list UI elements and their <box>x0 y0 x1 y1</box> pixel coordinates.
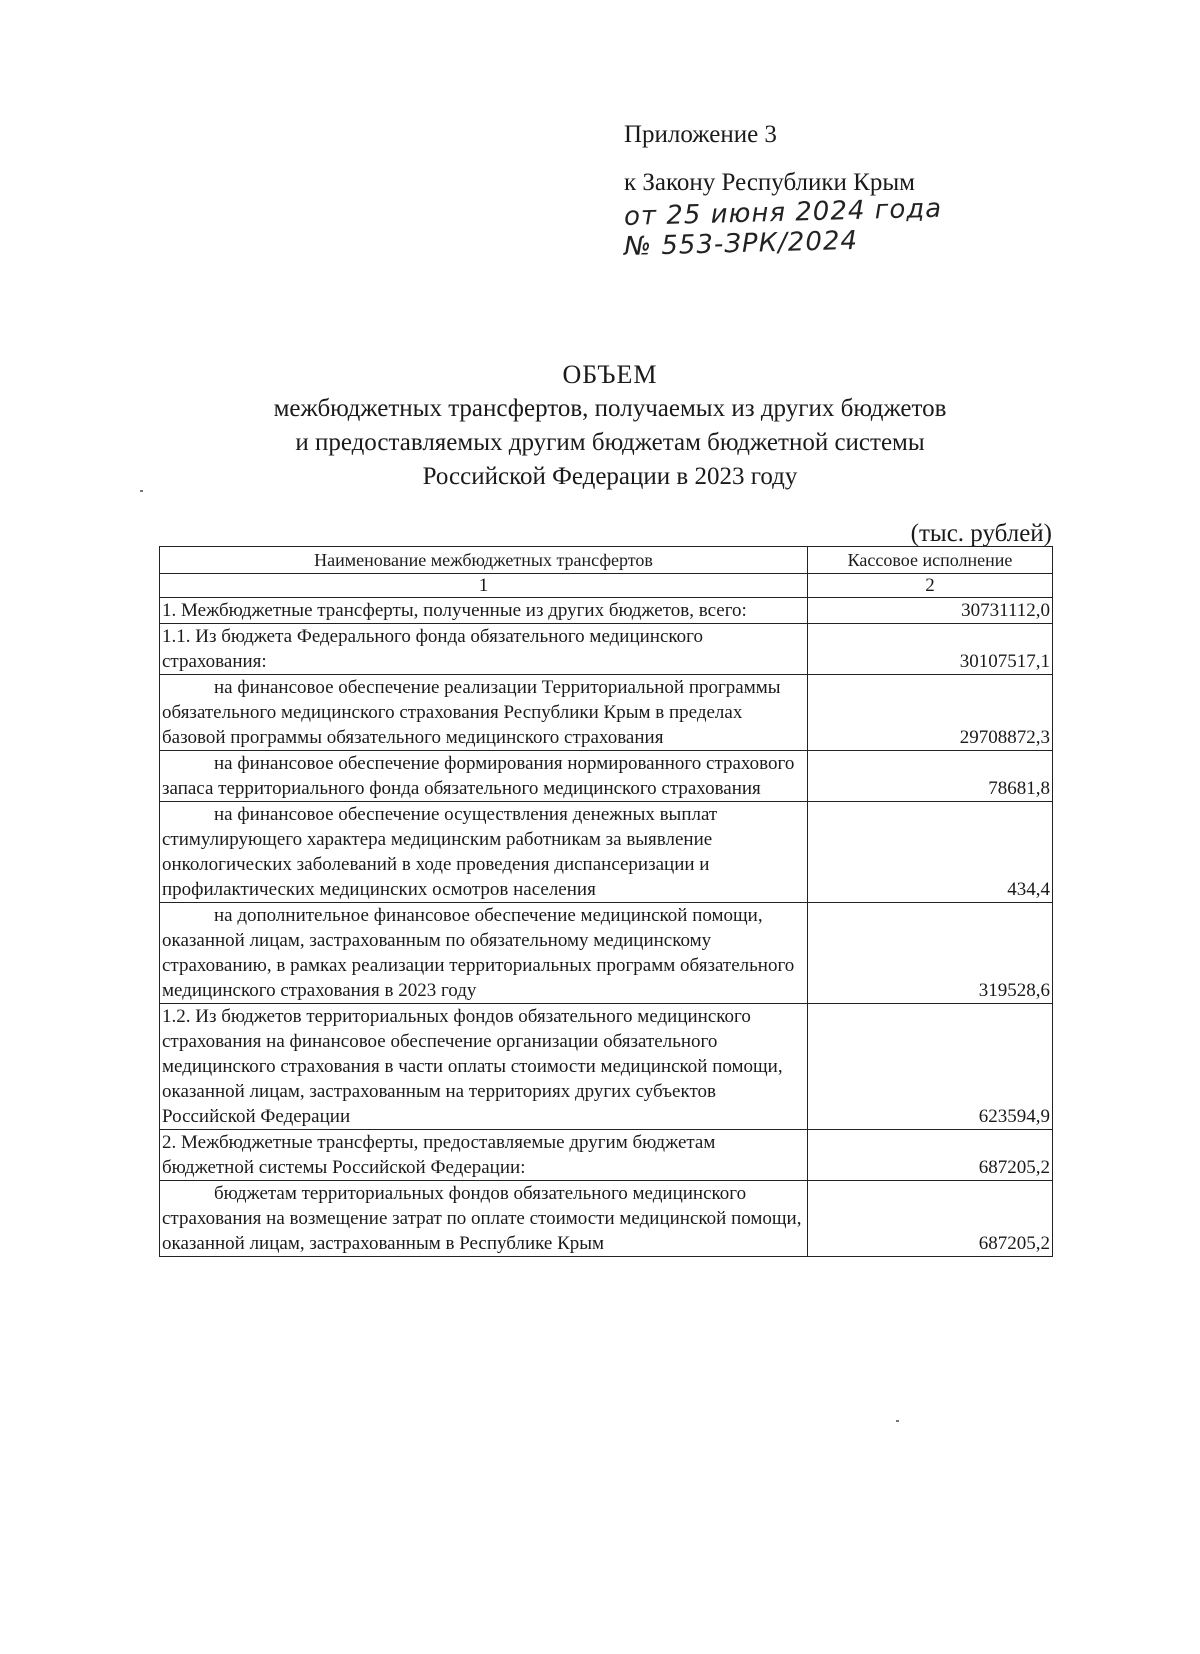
scan-speck <box>896 1420 899 1422</box>
appendix-title: Приложение 3 <box>624 121 777 148</box>
row-name: на финансовое обеспечение осуществления денежных выплат стимулирующего характера медицинским работникам за выявление онкологических заболеваний в ходе проведения диспансеризации и профилактических медицинских осмотров населения <box>160 802 808 903</box>
row-name: 2. Межбюджетные трансферты, предоставляемые другим бюджетам бюджетной системы Российской Федерации: <box>160 1130 808 1181</box>
row-value: 623594,9 <box>808 1004 1053 1130</box>
table-row <box>160 675 1053 751</box>
handwritten-date: от 25 июня 2024 года <box>623 193 943 232</box>
table-header-row <box>160 547 1053 574</box>
column-number-2: 2 <box>808 574 1053 598</box>
table-row <box>160 598 1053 624</box>
table-row <box>160 751 1053 802</box>
row-value: 30107517,1 <box>808 624 1053 675</box>
row-name: на финансовое обеспечение реализации Территориальной программы обязательного медицинского страхования Республики Крым в пределах базовой программы обязательного медицинского страхования <box>160 675 808 751</box>
transfers-table <box>159 546 1053 1257</box>
row-value: 434,4 <box>808 802 1053 903</box>
document-title-block <box>0 358 1200 494</box>
document-subtitle-line-2: и предоставляемых другим бюджетам бюджетной системы <box>295 429 925 456</box>
table-row <box>160 1004 1053 1130</box>
column-number-1: 1 <box>160 574 808 598</box>
table-row <box>160 903 1053 1004</box>
row-name: на финансовое обеспечение формирования нормированного страхового запаса территориального фонда обязательного медицинского страхования <box>160 751 808 802</box>
row-value: 78681,8 <box>808 751 1053 802</box>
appendix-law-reference: к Закону Республики Крым <box>624 169 915 196</box>
handwritten-law-number: № 553-ЗРК/2024 <box>623 225 859 262</box>
appendix-header <box>624 118 915 200</box>
row-name: 1.2. Из бюджетов территориальных фондов обязательного медицинского страхования на финансовое обеспечение организации обязательного медицинского страхования в части оплаты стоимости медицинской помощи, оказанной лицам, застрахованным на территориях других субъектов Российской Федерации <box>160 1004 808 1130</box>
table-row <box>160 624 1053 675</box>
table-row <box>160 1130 1053 1181</box>
row-name: на дополнительное финансовое обеспечение медицинской помощи, оказанной лицам, застрахованным по обязательному медицинскому страхованию, в рамках реализации территориальных программ обязательного медицинского страхования в 2023 году <box>160 903 808 1004</box>
row-value: 29708872,3 <box>808 675 1053 751</box>
table-row <box>160 802 1053 903</box>
table-row <box>160 1181 1053 1257</box>
row-value: 687205,2 <box>808 1181 1053 1257</box>
document-title: ОБЪЕМ <box>562 360 658 389</box>
column-number-row <box>160 574 1053 598</box>
row-name: 1.1. Из бюджета Федерального фонда обязательного медицинского страхования: <box>160 624 808 675</box>
row-value: 30731112,0 <box>808 598 1053 624</box>
header-value: Кассовое исполнение <box>808 547 1053 574</box>
row-name: 1. Межбюджетные трансферты, полученные из других бюджетов, всего: <box>160 598 808 624</box>
scan-speck <box>140 490 143 492</box>
document-subtitle-line-3: Российской Федерации в 2023 году <box>422 463 798 490</box>
header-name: Наименование межбюджетных трансфертов <box>160 547 808 574</box>
row-name: бюджетам территориальных фондов обязательного медицинского страхования на возмещение затрат по оплате стоимости медицинской помощи, оказанной лицам, застрахованным в Республике Крым <box>160 1181 808 1257</box>
units-label: (тыс. рублей) <box>910 520 1052 547</box>
row-value: 319528,6 <box>808 903 1053 1004</box>
document-subtitle-line-1: межбюджетных трансфертов, получаемых из других бюджетов <box>273 395 947 422</box>
row-value: 687205,2 <box>808 1130 1053 1181</box>
